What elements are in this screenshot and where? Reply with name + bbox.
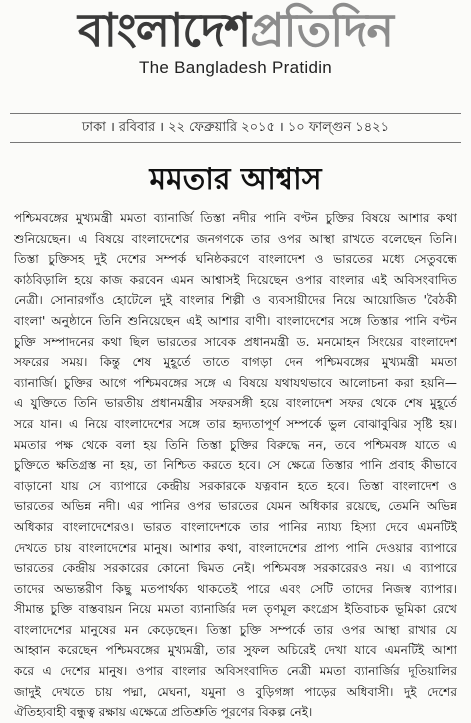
newspaper-logo [0, 4, 471, 56]
article-line: অধিকার বাংলাদেশেরও। ভারত বাংলাদেশকে তার পানির ন্যায্য হিস্যা দেবে এমনটিই [14, 519, 457, 534]
logo-part-1: বাংলাদেশ [77, 3, 251, 57]
article-body [14, 208, 457, 723]
dateline-date-bengali: ১০ ফাল্গুন ১৪২১ [287, 120, 390, 135]
article-line: এ যুক্তিতে তিনি ভারতীয় প্রধানমন্ত্রীর সফরসঙ্গী হয়ে বাংলাদেশ সফর থেকে শেষ মুহূর্তে [14, 396, 457, 411]
article-line: বাংলাদেশের মানুষের মন কেড়েছেন। তিস্তা চুক্তি সম্পর্কে তার ওপর আস্থা রাখার যে [14, 622, 457, 637]
article-line: ভারতের কেন্দ্রীয় সরকারের কোনো দ্বিমত নেই। পশ্চিমবঙ্গ সরকারেরও নয়। এ ব্যাপারে [14, 561, 457, 576]
logo-part-2: প্রতিদিন [250, 3, 394, 57]
article-line: চুক্তিতে ক্ষতিগ্রস্ত না হয়, তা নিশ্চিত করতে হবে। সে ক্ষেত্রে তিস্তার পানি প্রবাহ কীভাবে [14, 458, 457, 473]
article-line: শুনিয়েছেন। এ বিষয়ে বাংলাদেশের জনগণকে তার ওপর আস্থা রাখতে বলেছেন তিনি। [14, 231, 457, 246]
dateline-separator: । [109, 120, 115, 135]
article-line: বাংলা' অনুষ্ঠানে তিনি শুনিয়েছেন এই আশার বাণী। বাংলাদেশের সঙ্গে তিস্তার পানি বণ্টন [14, 313, 457, 328]
dateline-city: ঢাকা [81, 120, 106, 135]
article-line: করে এ দেশের মানুষ। ওপার বাংলার অবিসংবাদিত নেত্রী মমতা ব্যানার্জির দূতিয়ালির [14, 664, 457, 679]
article-line: সীমান্ত চুক্তি বাস্তবায়ন নিয়ে মমতা ব্যানার্জির দল তৃণমূল কংগ্রেস ইতিবাচক ভূমিকা রেখে [14, 602, 457, 617]
article-line: ঐতিহ্যবাহী বন্ধুত্ব রক্ষায় এক্ষেত্রে প্রতিশ্রুতি পূরণের বিকল্প নেই। [14, 705, 313, 720]
article-line: সরে যান। এ নিয়ে বাংলাদেশের সঙ্গে তার হৃদ্যতাপূর্ণ সম্পর্কে ভুল বোঝাবুঝির সৃষ্টি হয়। [14, 416, 457, 431]
english-name: The Bangladesh Pratidin [138, 58, 333, 77]
dateline-separator: । [278, 120, 284, 135]
article-line: তিস্তা চুক্তিসহ দুই দেশের সম্পর্ক ঘনিষ্ঠকরণে বাংলাদেশ ও ভারতের মধ্যে সেতুবন্ধে [14, 252, 457, 267]
dateline-date-gregorian: ২২ ফেব্রুয়ারি ২০১৫ [168, 120, 275, 135]
article-line: সফরের সময়। কিন্তু শেষ মুহূর্তে তাতে বাগড়া দেন পশ্চিমবঙ্গের মুখ্যমন্ত্রী মমতা [14, 355, 457, 370]
article-headline: মমতার আশ্বাস [149, 162, 322, 197]
article-line: তাদের অভ্যন্তরীণ কিছু মতপার্থক্য থাকতেই পারে এবং সেটি তাদের নিজস্ব ব্যাপার। [14, 581, 457, 596]
article-line: ব্যানার্জি। চুক্তির আগে পশ্চিমবঙ্গের সঙ্গে এ বিষয়ে যথাযথভাবে আলোচনা করা হয়নি— [14, 375, 457, 390]
article-line: নেত্রী। সোনারগাঁও হোটেলে দুই বাংলার শিল্পী ও ব্যবসায়ীদের নিয়ে আয়োজিত 'বৈঠকী [14, 293, 457, 308]
article-line: ভারতের অভিন্ন নদী। এর পানির ওপর ভারতের যেমন অধিকার রয়েছে, তেমনি অভিন্ন [14, 499, 457, 514]
dateline-day: রবিবার [118, 120, 156, 135]
dateline [10, 113, 461, 143]
masthead [0, 4, 471, 78]
article-line: মমতার পক্ষ থেকে বলা হয় তিনি তিস্তা চুক্তির বিরুদ্ধে নন, তবে পশ্চিমবঙ্গ যাতে এ [14, 437, 457, 452]
dateline-separator: । [159, 120, 165, 135]
article-line: পশ্চিমবঙ্গের মুখ্যমন্ত্রী মমতা ব্যানার্জি তিস্তা নদীর পানি বণ্টন চুক্তির বিষয়ে আশার কথা [14, 211, 457, 225]
article-line: চুক্তি সম্পাদনের কথা ছিল ভারতের সাবেক প্রধানমন্ত্রী ড. মনমোহন সিংয়ের বাংলাদেশ [14, 334, 457, 349]
article-line: জাদুই দেখতে চায় পদ্মা, মেঘনা, যমুনা ও বুড়িগঙ্গা পাড়ের অধিবাসী। দুই দেশের [14, 684, 457, 699]
article-line: আহ্বান করেছেন পশ্চিমবঙ্গের মুখ্যমন্ত্রী, তার সুফল অচিরেই দেখা যাবে এমনটিই আশা [14, 643, 457, 658]
article-line: দেখতে চায় বাংলাদেশের মানুষ। আশার কথা, বাংলাদেশের প্রাপ্য পানি দেওয়ার ব্যাপারে [14, 540, 457, 555]
article-line: কাঠবিড়ালি হয়ে কাজ করবেন এমন আশ্বাসই দিয়েছেন ওপার বাংলার এই অবিসংবাদিত [14, 272, 457, 287]
article-line: বাড়ানো যায় সে ব্যাপারে কেন্দ্রীয় সরকারকে যত্নবান হতে হবে। তিস্তা বাংলাদেশ ও [14, 478, 457, 493]
